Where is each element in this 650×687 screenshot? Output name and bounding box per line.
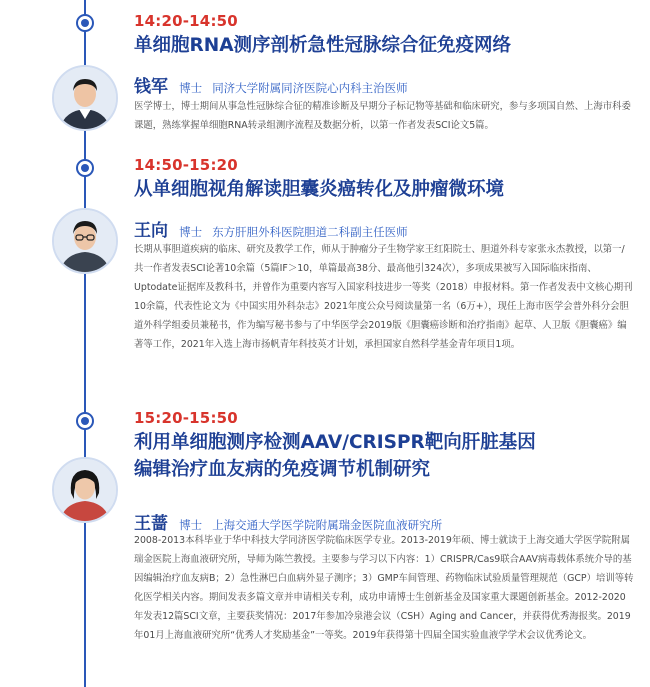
speaker-heading [134,72,408,97]
speaker-degree: 博士 [179,518,203,532]
speaker-bio: 医学博士，博士期间从事急性冠脉综合征的精准诊断及早期分子标记物等基础和临床研究，参与多项国自然、上海市科委课题，熟练掌握单细胞RNA转录组测序流程及数据分析，以第一作者发表SCI论文5篇。 [134,101,631,131]
timeline-dot [76,14,94,32]
speaker-affiliation: 上海交通大学医学院附属瑞金医院血液研究所 [212,518,443,532]
speaker-name: 钱军 [134,77,168,97]
speaker-heading [134,216,408,241]
session-title: 单细胞RNA测序剖析急性冠脉综合征免疫网络 [134,35,512,56]
session-title: 利用单细胞测序检测AAV/CRISPR靶向肝脏基因 [134,432,536,453]
speaker-avatar [52,208,118,274]
speaker-avatar [52,65,118,131]
speaker-name: 王向 [134,221,168,241]
speaker-name: 王蔷 [134,514,168,534]
speaker-degree: 博士 [179,225,203,239]
speaker-affiliation: 同济大学附属同济医院心内科主治医师 [212,81,408,95]
speaker-avatar [52,457,118,523]
session-time: 15:20-15:50 [134,409,238,427]
session-title: 从单细胞视角解读胆囊炎癌转化及肿瘤微环境 [134,179,505,200]
speaker-degree: 博士 [179,81,203,95]
timeline-dot [76,159,94,177]
session-time: 14:50-15:20 [134,156,238,174]
speaker-bio: 2008-2013本科毕业于华中科技大学同济医学院临床医学专业。2013-2019年硕、博士就读于上海交通大学医学院附属瑞金医院上海血液研究所，导师为陈竺教授。主要参与学习以下内容：1）CRISPR/Cas9联合AAV病毒载体系统介导的基因编辑治疗血友病B；2）急性淋巴白血病外显子测序；3）GMP车间管理、药物临床试验质量管理规范（GCP）培训等转化医学相关内容。期间发表多篇文章并申请相关专利，成功申请博士生创新基金及国家重大课题创新基金。2012-2020年发表12篇SCI文章，主要获奖情况：2017年参加冷泉港会议（CSH）Aging and Cancer，并获得优秀海报奖。2019年01月上海血液研究所“优秀人才奖励基金”一等奖。2019年获得第十四届全国实验血液学学术会议优秀论文。 [134,535,634,641]
session-time: 14:20-14:50 [134,12,238,30]
session-title-line-2: 编辑治疗血友病的免疫调节机制研究 [134,459,431,480]
speaker-affiliation: 东方肝胆外科医院胆道二科副主任医师 [212,225,408,239]
speaker-bio: 长期从事胆道疾病的临床、研究及教学工作，师从于肿瘤分子生物学家王红阳院士、胆道外科专家张永杰教授，以第一/共一作者发表SCI论著10余篇（5篇IF＞10，单篇最高38分、最高他引324次），多项成果被写入国际临床指南、Uptodate证据库及教科书，并曾作为重要内容写入国家科技进步一等奖（2018）申报材料。第一作者发表中文核心期刊10余篇，代表性论文为《中国实用外科杂志》2021年度公众号阅读量第一名（6万+），现任上海市医学会普外科分会胆道外科学组委员兼秘书，作为编写秘书参与了中华医学会2019版《胆囊癌诊断和治疗指南》起草、人卫版《胆囊癌》编著等工作，2021年入选上海市扬帆青年科技英才计划，承担国家自然科学基金青年项目1项。 [134,244,633,350]
timeline-dot [76,412,94,430]
